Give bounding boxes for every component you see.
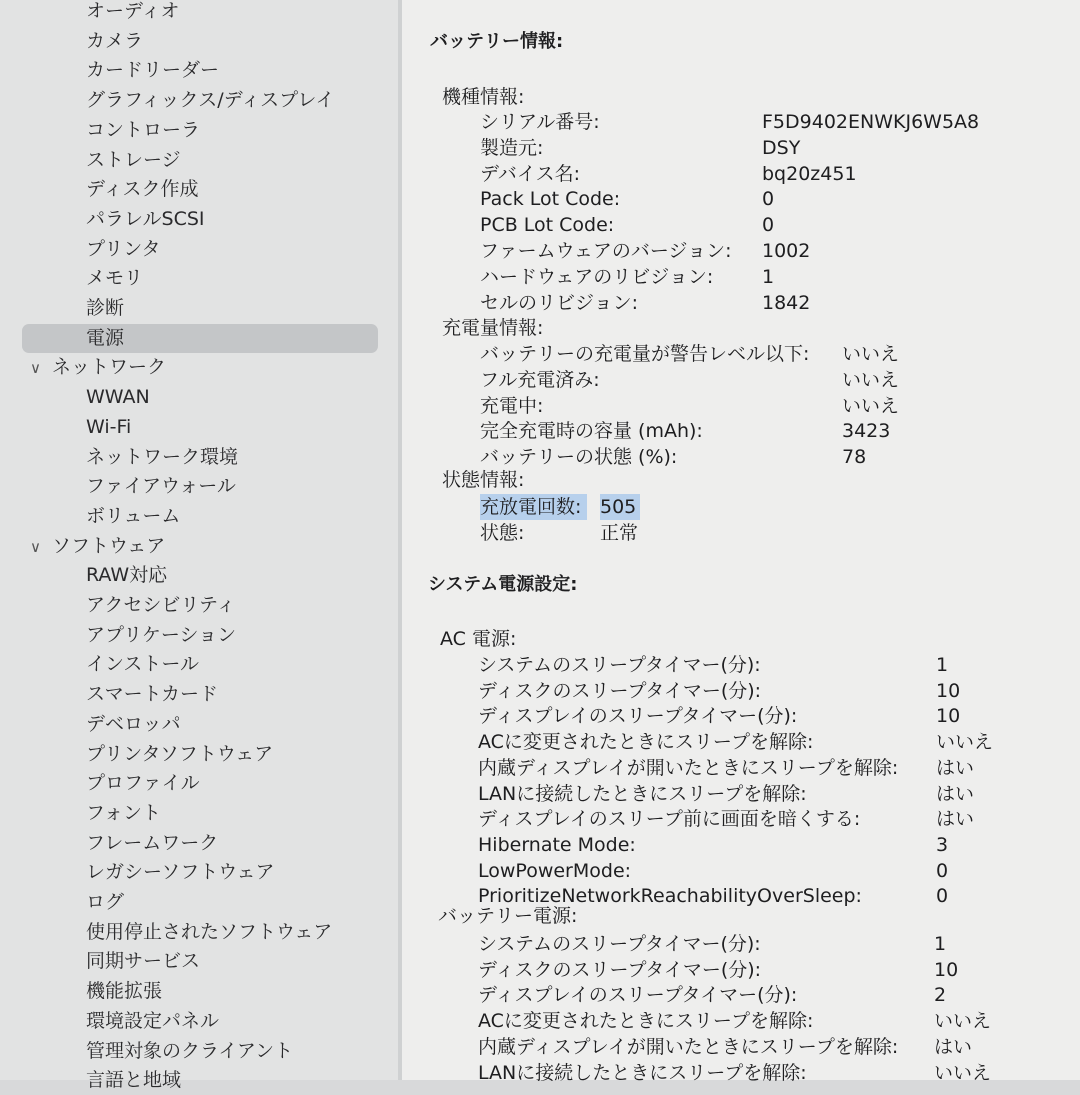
property-label: フル充電済み: bbox=[480, 368, 600, 391]
property-value: DSY bbox=[762, 136, 801, 159]
section-heading: AC 電源: bbox=[440, 628, 517, 650]
property-value: 1842 bbox=[762, 291, 811, 314]
property-label: デバイス名: bbox=[480, 162, 581, 185]
sidebar-item-22[interactable] bbox=[86, 650, 199, 679]
chevron-down-icon[interactable]: ∨ bbox=[30, 359, 41, 378]
property-value: いいえ bbox=[842, 368, 900, 391]
property-value: F5D9402ENWKJ6W5A8 bbox=[762, 111, 980, 133]
property-value: いいえ bbox=[934, 1061, 992, 1084]
sidebar-item-26[interactable] bbox=[86, 769, 200, 798]
sidebar-item-32[interactable] bbox=[86, 947, 200, 976]
property-value: 10 bbox=[936, 679, 961, 702]
sidebar-item-label: アプリケーション bbox=[86, 623, 237, 646]
property-value: 10 bbox=[936, 705, 961, 728]
section-heading: 機種情報: bbox=[442, 86, 525, 108]
sidebar-item-6[interactable] bbox=[86, 175, 198, 204]
property-value: 0 bbox=[936, 859, 949, 882]
property-value: 0 bbox=[936, 885, 949, 908]
sidebar-item-label: プリンタソフトウェア bbox=[86, 742, 274, 765]
detail-pane bbox=[402, 0, 1080, 1084]
property-label: PrioritizeNetworkReachabilityOverSleep: bbox=[478, 885, 862, 908]
sidebar-section-18[interactable] bbox=[30, 532, 165, 561]
sidebar-item-label: 使用停止されたソフトウェア bbox=[86, 920, 333, 943]
property-value: 正常 bbox=[600, 521, 639, 544]
section-heading: バッテリー電源: bbox=[438, 905, 578, 927]
sidebar-item-label: ディスク作成 bbox=[86, 178, 199, 201]
property-label: 完全充電時の容量 (mAh): bbox=[480, 420, 703, 443]
sidebar-item-label: デベロッパ bbox=[86, 712, 181, 735]
section-heading: 充電量情報: bbox=[442, 317, 544, 339]
sidebar-item-label: 管理対象のクライアント bbox=[86, 1039, 294, 1062]
property-label: ACに変更されたときにスリープを解除: bbox=[478, 731, 814, 754]
sidebar-item-4[interactable] bbox=[86, 116, 200, 145]
property-label: ディスクのスリープタイマー(分): bbox=[478, 958, 762, 981]
sidebar-item-31[interactable] bbox=[86, 918, 332, 947]
property-value: 78 bbox=[842, 446, 867, 469]
sidebar-item-9[interactable] bbox=[86, 264, 143, 293]
sidebar-item-label: カメラ bbox=[86, 29, 144, 52]
sidebar-item-label: 診断 bbox=[86, 297, 125, 319]
sidebar-item-label: ネットワーク bbox=[52, 356, 167, 379]
property-value: いいえ bbox=[936, 731, 994, 754]
sidebar-item-label: 電源 bbox=[86, 326, 125, 349]
property-label: ディスプレイのスリープタイマー(分): bbox=[478, 705, 798, 728]
property-value: 10 bbox=[934, 958, 959, 981]
property-label: セルのリビジョン: bbox=[480, 291, 639, 314]
sidebar-item-label: フレームワーク bbox=[86, 831, 219, 854]
sidebar-item-2[interactable] bbox=[86, 56, 219, 85]
property-label: バッテリーの充電量が警告レベル以下: bbox=[480, 343, 810, 365]
property-value: 505 bbox=[600, 494, 640, 520]
property-label: シリアル番号: bbox=[480, 111, 600, 133]
property-label: Hibernate Mode: bbox=[478, 833, 636, 856]
sidebar-item-23[interactable] bbox=[86, 680, 218, 709]
property-value: 1002 bbox=[762, 240, 811, 262]
sidebar-item-label: プロファイル bbox=[86, 772, 200, 795]
property-value: bq20z451 bbox=[762, 162, 857, 185]
sidebar-item-label: パラレルSCSI bbox=[86, 207, 205, 230]
property-label: 充放電回数: bbox=[480, 494, 587, 520]
sidebar-item-10[interactable] bbox=[86, 294, 124, 323]
section-heading: 状態情報: bbox=[442, 469, 525, 491]
property-label: システムのスリープタイマー(分): bbox=[478, 933, 761, 955]
sidebar-item-label: グラフィックス/ディスプレイ bbox=[86, 89, 335, 112]
property-label: Pack Lot Code: bbox=[480, 188, 621, 211]
sidebar-item-label: ソフトウェア bbox=[52, 534, 166, 557]
chevron-down-icon[interactable]: ∨ bbox=[30, 537, 41, 556]
sidebar-item-label: プリンタ bbox=[86, 237, 161, 260]
property-value: はい bbox=[934, 1035, 973, 1058]
sidebar-item-19[interactable] bbox=[86, 561, 167, 590]
sidebar-item-1[interactable] bbox=[86, 27, 143, 56]
property-label: ディスプレイのスリープ前に画面を暗くする: bbox=[478, 808, 861, 831]
property-value: 0 bbox=[762, 214, 775, 237]
selected-item-highlight bbox=[22, 324, 378, 353]
property-label: LANに接続したときにスリープを解除: bbox=[478, 782, 807, 805]
property-value: はい bbox=[936, 808, 975, 831]
sidebar-item-0[interactable] bbox=[86, 0, 179, 26]
sidebar-item-label: レガシーソフトウェア bbox=[86, 861, 275, 884]
sidebar-item-label: RAW対応 bbox=[86, 564, 168, 587]
sidebar-item-24[interactable] bbox=[86, 710, 181, 739]
sidebar-item-label: WWAN bbox=[86, 386, 150, 409]
property-label: LowPowerMode: bbox=[478, 859, 632, 882]
sidebar-item-5[interactable] bbox=[86, 146, 181, 175]
sidebar-item-30[interactable] bbox=[86, 888, 124, 917]
sidebar-item-label: ネットワーク環境 bbox=[86, 445, 239, 468]
property-label: ACに変更されたときにスリープを解除: bbox=[478, 1010, 814, 1033]
property-label: 内蔵ディスプレイが開いたときにスリープを解除: bbox=[478, 756, 899, 779]
property-value: 1 bbox=[934, 933, 947, 955]
sidebar-item-label: ログ bbox=[86, 891, 125, 913]
sidebar-item-label: オーディオ bbox=[86, 0, 180, 22]
section-title: システム電源設定: bbox=[428, 574, 578, 595]
property-value: はい bbox=[936, 756, 975, 779]
sidebar-item-label: コントローラ bbox=[86, 118, 201, 141]
sidebar-item-3[interactable] bbox=[86, 86, 334, 115]
sidebar-item-17[interactable] bbox=[86, 502, 180, 531]
sidebar-item-label: ボリューム bbox=[86, 504, 181, 527]
property-label: 内蔵ディスプレイが開いたときにスリープを解除: bbox=[478, 1035, 899, 1058]
sidebar-item-28[interactable] bbox=[86, 829, 218, 858]
sidebar-item-label: メモリ bbox=[86, 267, 144, 290]
sidebar-item-33[interactable] bbox=[86, 977, 162, 1006]
property-value: 1 bbox=[762, 265, 775, 288]
sidebar-item-label: インストール bbox=[86, 653, 200, 676]
property-label: LANに接続したときにスリープを解除: bbox=[478, 1061, 807, 1084]
property-label: 製造元: bbox=[480, 136, 544, 159]
sidebar-section-12[interactable] bbox=[30, 353, 166, 382]
property-value: いいえ bbox=[842, 394, 900, 417]
property-label: ファームウェアのバージョン: bbox=[480, 240, 732, 262]
sidebar-item-25[interactable] bbox=[86, 740, 273, 769]
sidebar-item-14[interactable] bbox=[86, 413, 131, 442]
property-label: ハードウェアのリビジョン: bbox=[480, 265, 714, 288]
sidebar-item-label: Wi-Fi bbox=[86, 415, 132, 438]
sidebar-item-15[interactable] bbox=[86, 443, 238, 472]
sidebar-item-34[interactable] bbox=[86, 1007, 219, 1036]
property-value: いいえ bbox=[842, 343, 900, 365]
section-title: バッテリー情報: bbox=[430, 31, 564, 52]
sidebar-item-label: アクセシビリティ bbox=[86, 594, 236, 616]
sidebar-item-16[interactable] bbox=[86, 472, 236, 501]
sidebar-item-27[interactable] bbox=[86, 799, 161, 828]
sidebar-item-21[interactable] bbox=[86, 621, 236, 650]
property-label: 状態: bbox=[480, 521, 525, 544]
sidebar-item-36[interactable] bbox=[86, 1066, 181, 1095]
property-value: 2 bbox=[934, 984, 947, 1007]
sidebar bbox=[0, 0, 398, 1092]
sidebar-item-label: ファイアウォール bbox=[86, 475, 236, 498]
sidebar-item-7[interactable] bbox=[86, 205, 205, 234]
sidebar-item-29[interactable] bbox=[86, 858, 274, 887]
property-label: PCB Lot Code: bbox=[480, 214, 615, 237]
property-label: ディスクのスリープタイマー(分): bbox=[478, 679, 762, 702]
sidebar-item-label: スマートカード bbox=[86, 683, 219, 706]
property-label: 充電中: bbox=[480, 394, 544, 417]
sidebar-item-8[interactable] bbox=[86, 235, 160, 264]
sidebar-item-label: 環境設定パネル bbox=[86, 1009, 220, 1032]
sidebar-item-13[interactable] bbox=[86, 383, 150, 412]
property-value: 0 bbox=[762, 188, 775, 211]
sidebar-item-label: 機能拡張 bbox=[86, 980, 163, 1003]
property-value: 1 bbox=[936, 654, 949, 676]
property-value: 3 bbox=[936, 833, 949, 856]
property-value: はい bbox=[936, 782, 975, 805]
property-value: いいえ bbox=[934, 1010, 992, 1033]
sidebar-item-label: カードリーダー bbox=[86, 59, 220, 82]
sidebar-item-label: ストレージ bbox=[86, 148, 181, 171]
sidebar-item-11[interactable] bbox=[86, 324, 124, 353]
property-value: 3423 bbox=[842, 420, 891, 443]
property-label: バッテリーの状態 (%): bbox=[480, 446, 678, 469]
property-label: システムのスリープタイマー(分): bbox=[478, 654, 761, 676]
sidebar-item-label: フォント bbox=[86, 801, 162, 824]
property-label: ディスプレイのスリープタイマー(分): bbox=[478, 984, 798, 1007]
sidebar-item-20[interactable] bbox=[86, 591, 236, 620]
sidebar-item-label: 同期サービス bbox=[86, 950, 201, 973]
sidebar-item-35[interactable] bbox=[86, 1037, 293, 1066]
sidebar-item-label: 言語と地域 bbox=[86, 1069, 182, 1092]
